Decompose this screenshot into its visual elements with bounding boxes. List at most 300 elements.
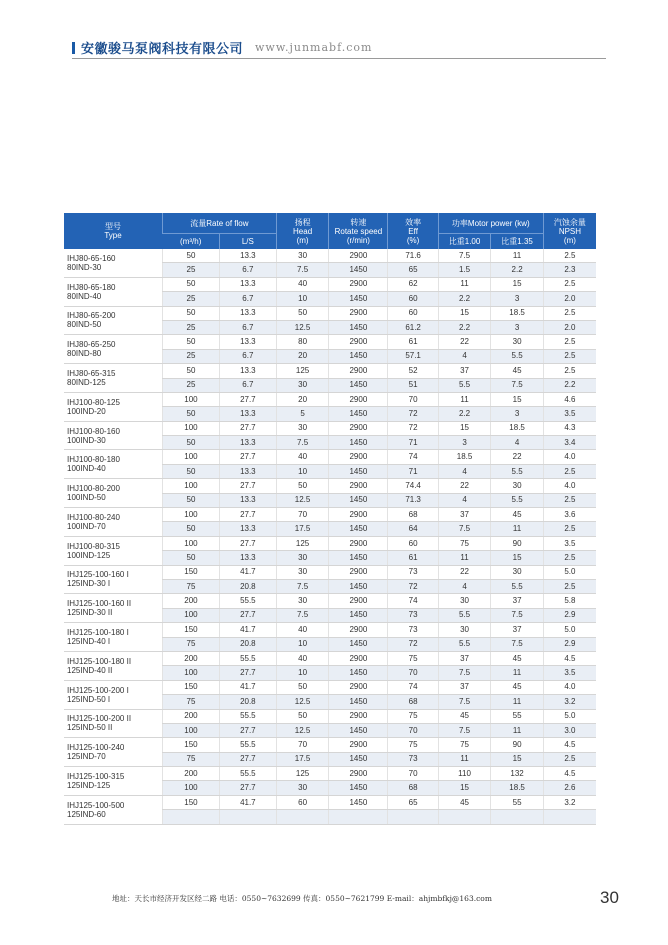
table-cell: 100 (163, 421, 220, 435)
table-cell: 4 (438, 349, 491, 363)
table-cell: 2.2 (491, 263, 544, 277)
table-row (64, 277, 596, 291)
table-cell: 61.2 (388, 320, 438, 334)
model-ihj: IHJ125-100-200 II (67, 714, 132, 724)
model-ihj: IHJ125-100-160 I (67, 570, 129, 580)
table-cell: 30 (276, 551, 329, 565)
col-eff-header (388, 213, 438, 249)
table-cell: 18.5 (491, 421, 544, 435)
table-cell: 3 (491, 292, 544, 306)
table-row (64, 450, 596, 464)
table-cell: 4 (438, 493, 491, 507)
table-cell: 74.4 (388, 479, 438, 493)
model-ind: 125IND-40 I (67, 637, 111, 647)
table-cell: 13.3 (219, 407, 276, 421)
table-row (64, 767, 596, 781)
table-cell: 2.2 (543, 378, 596, 392)
model-ihj: IHJ80-65-180 (67, 282, 116, 292)
table-cell: 1450 (329, 407, 388, 421)
table-cell: 1450 (329, 795, 388, 809)
table-cell: 50 (163, 306, 220, 320)
table-cell: 3.6 (543, 508, 596, 522)
table-cell: 20.8 (219, 579, 276, 593)
table-cell: 60 (388, 292, 438, 306)
col-eff-unit: (%) (406, 235, 420, 245)
table-cell: 17.5 (276, 752, 329, 766)
table-cell: 1450 (329, 637, 388, 651)
table-cell: 75 (163, 579, 220, 593)
table-cell: 40 (276, 450, 329, 464)
table-cell: 73 (388, 608, 438, 622)
table-cell: 41.7 (219, 623, 276, 637)
table-cell: 2900 (329, 565, 388, 579)
table-cell: 2.0 (543, 320, 596, 334)
table-cell: 132 (491, 767, 544, 781)
col-head-cn: 扬程 (294, 217, 311, 227)
page-header (72, 38, 372, 57)
model-ind: 125IND-50 II (67, 723, 113, 733)
table-row (64, 392, 596, 406)
table-cell: 37 (438, 651, 491, 665)
pump-spec-body (64, 249, 596, 825)
table-cell: 71 (388, 464, 438, 478)
company-name: 安徽骏马泵阀科技有限公司 (81, 42, 244, 57)
table-cell: 5 (276, 407, 329, 421)
table-cell: 4.0 (543, 680, 596, 694)
table-row (64, 680, 596, 694)
table-cell: 1.5 (438, 263, 491, 277)
table-cell: 61 (388, 551, 438, 565)
table-cell: 7.5 (491, 608, 544, 622)
table-cell: 1450 (329, 378, 388, 392)
table-cell: 40 (276, 623, 329, 637)
col-head-en: Head (293, 226, 313, 236)
model-ihj: IHJ80-65-250 (67, 340, 116, 350)
table-cell: 1450 (329, 522, 388, 536)
table-cell: 37 (491, 623, 544, 637)
model-cell (64, 277, 163, 306)
table-cell: 2.0 (543, 292, 596, 306)
model-cell (64, 709, 163, 738)
table-cell: 2.5 (543, 364, 596, 378)
table-cell: 2.2 (438, 407, 491, 421)
table-cell: 55 (491, 709, 544, 723)
table-cell: 7.5 (438, 249, 491, 263)
table-cell: 2.5 (543, 551, 596, 565)
table-cell: 11 (491, 249, 544, 263)
table-cell: 18.5 (491, 306, 544, 320)
table-cell: 7.5 (491, 378, 544, 392)
table-cell: 1450 (329, 436, 388, 450)
table-cell: 3.5 (543, 666, 596, 680)
model-ind: 125IND-50 I (67, 694, 111, 704)
model-ind: 125IND-30 II (67, 608, 113, 618)
model-ind: 80IND-125 (67, 378, 106, 388)
company-website: www.junmabf.com (255, 41, 373, 54)
table-cell: 52 (388, 364, 438, 378)
table-cell: 13.3 (219, 306, 276, 320)
table-cell: 2900 (329, 335, 388, 349)
table-cell: 1450 (329, 551, 388, 565)
table-cell: 13.3 (219, 493, 276, 507)
table-cell: 4.0 (543, 479, 596, 493)
table-cell: 1450 (329, 320, 388, 334)
table-cell: 50 (276, 680, 329, 694)
table-cell: 27.7 (219, 508, 276, 522)
col-flow-header: 流量Rate of flow (163, 213, 277, 234)
table-cell: 70 (276, 738, 329, 752)
table-row (64, 421, 596, 435)
table-cell: 2900 (329, 709, 388, 723)
model-cell (64, 306, 163, 335)
table-cell: 7.5 (276, 263, 329, 277)
table-cell: 2.5 (543, 752, 596, 766)
col-speed-header (329, 213, 388, 249)
table-cell: 5.5 (491, 349, 544, 363)
table-cell: 50 (163, 522, 220, 536)
table-cell: 100 (163, 479, 220, 493)
table-cell: 200 (163, 767, 220, 781)
table-cell: 100 (163, 666, 220, 680)
col-type-header (64, 213, 163, 249)
table-cell: 25 (163, 349, 220, 363)
table-cell: 30 (276, 249, 329, 263)
table-cell: 45 (491, 680, 544, 694)
table-cell: 6.7 (219, 349, 276, 363)
col-power-sg100: 比重1.00 (438, 234, 491, 250)
table-row (64, 335, 596, 349)
col-speed-en: Rotate speed (334, 226, 383, 236)
table-cell: 3 (491, 320, 544, 334)
table-cell: 62 (388, 277, 438, 291)
table-cell: 27.7 (219, 421, 276, 435)
table-cell: 90 (491, 738, 544, 752)
table-cell: 11 (491, 666, 544, 680)
table-cell: 72 (388, 421, 438, 435)
table-cell: 100 (163, 536, 220, 550)
table-cell (219, 810, 276, 825)
table-cell: 5.0 (543, 565, 596, 579)
table-cell: 13.3 (219, 364, 276, 378)
table-cell: 18.5 (491, 781, 544, 795)
table-row (64, 738, 596, 752)
model-ihj: IHJ100-80-180 (67, 455, 120, 465)
table-cell: 74 (388, 680, 438, 694)
table-cell: 100 (163, 508, 220, 522)
table-cell: 10 (276, 666, 329, 680)
table-cell: 45 (491, 508, 544, 522)
table-cell: 27.7 (219, 781, 276, 795)
table-cell: 4 (438, 464, 491, 478)
table-cell: 45 (491, 364, 544, 378)
table-cell: 1450 (329, 608, 388, 622)
table-cell: 5.0 (543, 623, 596, 637)
table-cell: 30 (276, 421, 329, 435)
table-cell: 125 (276, 536, 329, 550)
table-cell: 4.0 (543, 450, 596, 464)
table-cell: 75 (388, 738, 438, 752)
table-cell: 57.1 (388, 349, 438, 363)
table-cell: 70 (388, 392, 438, 406)
table-cell: 2.9 (543, 637, 596, 651)
table-cell: 200 (163, 709, 220, 723)
table-cell: 41.7 (219, 565, 276, 579)
table-cell: 2900 (329, 508, 388, 522)
table-cell: 1450 (329, 666, 388, 680)
col-head-unit: (m) (296, 235, 309, 245)
model-ihj: IHJ100-80-125 (67, 397, 120, 407)
table-cell: 2.9 (543, 608, 596, 622)
model-cell (64, 450, 163, 479)
table-cell: 4.3 (543, 421, 596, 435)
table-cell: 70 (388, 666, 438, 680)
table-cell: 10 (276, 292, 329, 306)
table-cell: 71.6 (388, 249, 438, 263)
table-cell: 2900 (329, 767, 388, 781)
model-ihj: IHJ80-65-315 (67, 369, 116, 379)
table-cell: 72 (388, 407, 438, 421)
table-cell: 150 (163, 795, 220, 809)
table-cell: 13.3 (219, 522, 276, 536)
table-cell: 72 (388, 637, 438, 651)
model-ind: 100IND-40 (67, 464, 106, 474)
model-ind: 100IND-125 (67, 550, 111, 560)
table-row (64, 249, 596, 263)
table-cell: 2900 (329, 277, 388, 291)
model-ihj: IHJ125-100-180 II (67, 656, 132, 666)
table-cell: 10 (276, 637, 329, 651)
table-cell: 5.5 (491, 493, 544, 507)
model-ihj: IHJ100-80-315 (67, 541, 120, 551)
table-cell: 40 (276, 277, 329, 291)
table-cell: 7.5 (438, 522, 491, 536)
table-cell: 75 (388, 709, 438, 723)
header-accent-bar (72, 42, 75, 54)
table-cell: 5.0 (543, 709, 596, 723)
table-cell: 3.5 (543, 407, 596, 421)
table-cell: 65 (388, 795, 438, 809)
table-cell: 2900 (329, 738, 388, 752)
page-number: 30 (600, 888, 619, 907)
table-cell: 27.7 (219, 608, 276, 622)
table-cell: 50 (276, 306, 329, 320)
table-cell: 75 (438, 738, 491, 752)
table-row (64, 594, 596, 608)
table-cell: 2.5 (543, 277, 596, 291)
table-cell: 4 (491, 436, 544, 450)
table-cell: 7.5 (438, 695, 491, 709)
table-cell: 18.5 (438, 450, 491, 464)
table-cell: 73 (388, 752, 438, 766)
table-row (64, 306, 596, 320)
table-cell: 1450 (329, 723, 388, 737)
table-cell: 50 (163, 464, 220, 478)
table-cell: 22 (491, 450, 544, 464)
table-cell: 2900 (329, 450, 388, 464)
table-cell: 27.7 (219, 392, 276, 406)
col-type-cn: 型号 (105, 222, 121, 231)
table-cell: 2.5 (543, 464, 596, 478)
model-ihj: IHJ125-100-200 I (67, 685, 129, 695)
table-cell: 30 (491, 565, 544, 579)
table-cell: 70 (276, 508, 329, 522)
table-cell: 17.5 (276, 522, 329, 536)
table-cell: 2900 (329, 364, 388, 378)
table-row (64, 479, 596, 493)
table-cell: 25 (163, 378, 220, 392)
table-cell: 50 (163, 335, 220, 349)
table-row (64, 364, 596, 378)
table-cell: 45 (491, 651, 544, 665)
table-cell (388, 810, 438, 825)
col-npsh-cn: 汽蚀余量 (553, 217, 586, 227)
col-speed-unit: (r/min) (346, 235, 370, 245)
table-cell: 2900 (329, 651, 388, 665)
model-ind: 125IND-30 I (67, 579, 111, 589)
table-cell: 12.5 (276, 493, 329, 507)
model-cell (64, 738, 163, 767)
table-cell: 50 (163, 436, 220, 450)
table-cell: 30 (276, 378, 329, 392)
table-cell: 50 (163, 249, 220, 263)
table-cell: 100 (163, 781, 220, 795)
col-npsh-en: NPSH (558, 226, 582, 236)
table-cell: 100 (163, 450, 220, 464)
table-cell (543, 810, 596, 825)
table-cell: 13.3 (219, 249, 276, 263)
table-cell: 27.7 (219, 536, 276, 550)
table-cell: 55 (491, 795, 544, 809)
table-cell: 22 (438, 335, 491, 349)
col-type-en: Type (104, 231, 122, 240)
table-cell: 27.7 (219, 752, 276, 766)
model-cell (64, 795, 163, 824)
table-cell: 7.5 (276, 436, 329, 450)
table-cell (491, 810, 544, 825)
table-cell: 12.5 (276, 320, 329, 334)
table-cell (438, 810, 491, 825)
table-cell: 27.7 (219, 666, 276, 680)
table-cell: 3.5 (543, 536, 596, 550)
table-cell: 3.2 (543, 695, 596, 709)
col-head-header (276, 213, 329, 249)
table-cell: 2.2 (438, 292, 491, 306)
table-cell (329, 810, 388, 825)
table-cell: 6.7 (219, 378, 276, 392)
table-cell: 37 (491, 594, 544, 608)
table-cell: 3.2 (543, 795, 596, 809)
table-cell: 71 (388, 436, 438, 450)
table-cell: 50 (163, 407, 220, 421)
table-cell: 55.5 (219, 738, 276, 752)
table-cell: 20 (276, 392, 329, 406)
table-cell: 2.2 (438, 320, 491, 334)
table-cell: 50 (163, 364, 220, 378)
table-cell: 15 (438, 781, 491, 795)
model-ihj: IHJ100-80-200 (67, 484, 120, 494)
table-cell: 50 (163, 277, 220, 291)
table-cell: 10 (276, 464, 329, 478)
table-cell: 5.5 (438, 378, 491, 392)
table-cell (276, 810, 329, 825)
table-cell: 45 (438, 795, 491, 809)
footer-address: 地址：天长市经济开发区经二路 电话：0550~7632699 传真：0550~7621799 E-mail：ahjmbfkj@163.com (112, 894, 492, 903)
table-cell: 2.5 (543, 249, 596, 263)
table-cell: 4.5 (543, 738, 596, 752)
table-cell: 75 (163, 695, 220, 709)
model-ind: 80IND-80 (67, 349, 102, 359)
table-cell: 2900 (329, 392, 388, 406)
table-cell: 68 (388, 781, 438, 795)
table-cell: 75 (163, 752, 220, 766)
table-cell: 80 (276, 335, 329, 349)
table-cell: 41.7 (219, 680, 276, 694)
table-cell: 20 (276, 349, 329, 363)
table-cell: 7.5 (438, 666, 491, 680)
model-ind: 125IND-125 (67, 780, 111, 790)
table-cell: 4.6 (543, 392, 596, 406)
header-divider (72, 58, 606, 59)
model-ind: 100IND-70 (67, 521, 106, 531)
table-cell: 68 (388, 695, 438, 709)
model-cell (64, 565, 163, 594)
table-cell: 22 (438, 565, 491, 579)
model-ihj: IHJ125-100-160 II (67, 599, 132, 609)
table-cell: 25 (163, 292, 220, 306)
table-cell: 150 (163, 738, 220, 752)
table-cell: 100 (163, 723, 220, 737)
table-cell: 1450 (329, 781, 388, 795)
table-cell: 2900 (329, 594, 388, 608)
table-cell: 15 (491, 277, 544, 291)
table-cell: 1450 (329, 464, 388, 478)
model-cell (64, 594, 163, 623)
table-cell: 2.5 (543, 579, 596, 593)
model-ind: 125IND-60 (67, 810, 106, 820)
table-cell: 2.6 (543, 781, 596, 795)
model-ind: 100IND-50 (67, 493, 106, 503)
table-cell: 200 (163, 594, 220, 608)
model-cell (64, 623, 163, 652)
table-cell: 27.7 (219, 723, 276, 737)
table-cell: 30 (438, 623, 491, 637)
table-cell: 73 (388, 565, 438, 579)
col-npsh-unit: (m) (563, 235, 576, 245)
table-cell: 68 (388, 508, 438, 522)
table-cell: 7.5 (276, 608, 329, 622)
table-cell: 1450 (329, 263, 388, 277)
table-cell: 150 (163, 623, 220, 637)
table-cell: 2.5 (543, 335, 596, 349)
model-ihj: IHJ100-80-240 (67, 512, 120, 522)
table-cell: 55.5 (219, 709, 276, 723)
model-cell (64, 767, 163, 796)
table-cell: 1450 (329, 752, 388, 766)
table-cell: 4.5 (543, 767, 596, 781)
table-cell: 110 (438, 767, 491, 781)
table-cell: 5.8 (543, 594, 596, 608)
model-ind: 100IND-30 (67, 435, 106, 445)
table-cell: 125 (276, 364, 329, 378)
table-cell: 72 (388, 579, 438, 593)
table-cell: 40 (276, 651, 329, 665)
table-cell: 75 (388, 651, 438, 665)
table-cell: 2900 (329, 623, 388, 637)
table-cell: 41.7 (219, 795, 276, 809)
table-cell: 2.5 (543, 349, 596, 363)
model-ind: 80IND-50 (67, 320, 102, 330)
table-cell: 55.5 (219, 651, 276, 665)
